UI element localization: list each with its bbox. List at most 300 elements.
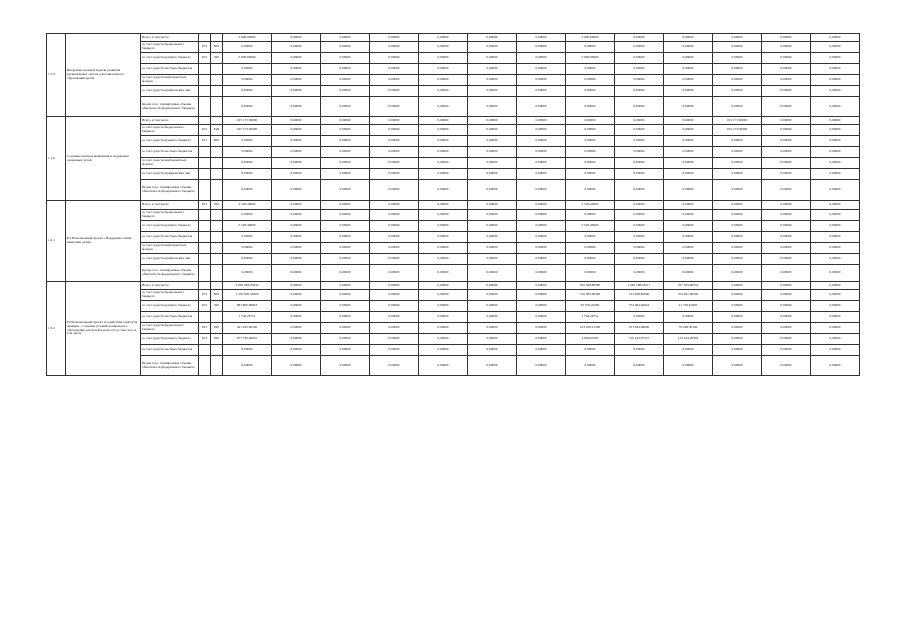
amount-cell: 0,00000 <box>223 75 272 86</box>
table-row <box>47 290 860 301</box>
amount-cell: 610 368,89385 <box>566 282 615 290</box>
amount-cell: 0,00000 <box>272 290 321 301</box>
amount-cell: 0,00000 <box>713 86 762 97</box>
amount-cell: 0,00000 <box>713 345 762 356</box>
amount-cell: 0,00000 <box>762 158 811 169</box>
table-row <box>47 301 860 312</box>
funding-source: Кроме того, планируемые объемы обязательств федерального бюджета <box>141 97 199 117</box>
amount-cell: 0,00000 <box>762 323 811 334</box>
amount-cell: 0,00000 <box>272 125 321 136</box>
amount-cell: 0,00000 <box>321 356 370 376</box>
amount-cell: 21 736,61905 <box>664 301 713 312</box>
grbs-code: 813 <box>199 323 211 334</box>
amount-cell: 0,00000 <box>419 180 468 201</box>
amount-cell: 0,00000 <box>811 125 860 136</box>
amount-cell: 0,00000 <box>713 75 762 86</box>
rz-code: В01 <box>211 42 223 53</box>
amount-cell: 0,00000 <box>272 97 321 117</box>
table-row <box>47 125 860 136</box>
amount-cell: 0,00000 <box>223 64 272 75</box>
amount-cell: 0,00000 <box>517 64 566 75</box>
amount-cell: 0,00000 <box>321 210 370 221</box>
amount-cell: 0,00000 <box>566 180 615 201</box>
amount-cell: 0,00000 <box>517 158 566 169</box>
amount-cell: 0,00000 <box>762 345 811 356</box>
section-number: 1.3.2 <box>47 282 66 376</box>
amount-cell: 0,00000 <box>468 345 517 356</box>
amount-cell: 0,00000 <box>370 265 419 282</box>
amount-cell: 0,00000 <box>566 210 615 221</box>
amount-cell: 2 092 983,25934 <box>223 282 272 290</box>
amount-cell: 0,00000 <box>517 301 566 312</box>
funding-source: за счет средств краевого бюджета <box>141 136 199 147</box>
amount-cell: 0,00000 <box>517 345 566 356</box>
amount-cell: 0,00000 <box>517 254 566 265</box>
amount-cell: 0,00000 <box>468 42 517 53</box>
amount-cell: 0,00000 <box>566 86 615 97</box>
amount-cell: 0,00000 <box>321 232 370 243</box>
amount-cell: 0,00000 <box>370 356 419 376</box>
amount-cell: 0,00000 <box>811 210 860 221</box>
funding-source: за счет средств внебюджетных фондов <box>141 158 199 169</box>
amount-cell: 0,00000 <box>370 232 419 243</box>
amount-cell: 0,00000 <box>321 323 370 334</box>
amount-cell: 0,00000 <box>370 210 419 221</box>
amount-cell: 0,00000 <box>811 136 860 147</box>
amount-cell: 0,00000 <box>762 334 811 345</box>
amount-cell: 0,00000 <box>811 97 860 117</box>
amount-cell: 0,00000 <box>811 232 860 243</box>
amount-cell: 0,00000 <box>811 345 860 356</box>
rz-code <box>211 117 223 125</box>
amount-cell: 0,00000 <box>272 136 321 147</box>
amount-cell: 0,00000 <box>811 312 860 323</box>
amount-cell: 0,00000 <box>321 334 370 345</box>
amount-cell: 0,00000 <box>468 158 517 169</box>
amount-cell: 0,00000 <box>419 265 468 282</box>
amount-cell: 0,00000 <box>664 64 713 75</box>
amount-cell: 0,00000 <box>419 169 468 180</box>
amount-cell: 0,00000 <box>713 290 762 301</box>
amount-cell: 0,00000 <box>517 334 566 345</box>
funding-source: за счет средств краевого бюджета <box>141 334 199 345</box>
table-row <box>47 75 860 86</box>
amount-cell: 0,00000 <box>272 221 321 232</box>
amount-cell: 163 209,21300 <box>566 323 615 334</box>
grbs-code: 813 <box>199 201 211 210</box>
amount-cell: 0,00000 <box>811 42 860 53</box>
amount-cell: 0,00000 <box>713 53 762 64</box>
amount-cell: 0,00000 <box>321 243 370 254</box>
amount-cell: 0,00000 <box>321 201 370 210</box>
funding-source: Кроме того, планируемые объемы обязательств федерального бюджета <box>141 356 199 376</box>
amount-cell: 123 424,29592 <box>664 334 713 345</box>
amount-cell: 0,00000 <box>615 345 664 356</box>
amount-cell: 0,00000 <box>762 125 811 136</box>
amount-cell: 0,00000 <box>223 169 272 180</box>
rz-code: Е20 <box>211 125 223 136</box>
amount-cell: 0,00000 <box>615 97 664 117</box>
amount-cell: 0,00000 <box>272 42 321 53</box>
amount-cell: 0,00000 <box>272 312 321 323</box>
amount-cell: 0,00000 <box>468 169 517 180</box>
grbs-code <box>199 34 211 42</box>
amount-cell: 0,00000 <box>566 147 615 158</box>
amount-cell: 0,00000 <box>272 201 321 210</box>
amount-cell: 0,00000 <box>370 301 419 312</box>
grbs-code <box>199 117 211 125</box>
amount-cell: 0,00000 <box>517 356 566 376</box>
amount-cell: 0,00000 <box>762 356 811 376</box>
amount-cell: 0,00000 <box>664 201 713 210</box>
amount-cell: 0,00000 <box>468 312 517 323</box>
amount-cell: 0,00000 <box>370 34 419 42</box>
amount-cell: 0,00000 <box>272 180 321 201</box>
amount-cell: 0,00000 <box>517 86 566 97</box>
amount-cell: 0,00000 <box>811 117 860 125</box>
amount-cell: 0,00000 <box>762 232 811 243</box>
amount-cell: 0,00000 <box>272 301 321 312</box>
amount-cell: 0,00000 <box>566 254 615 265</box>
amount-cell: 0,00000 <box>272 282 321 290</box>
amount-cell: 0,00000 <box>517 265 566 282</box>
amount-cell: 0,00000 <box>370 147 419 158</box>
amount-cell: 0,00000 <box>664 125 713 136</box>
amount-cell: 0,00000 <box>468 334 517 345</box>
rz-code <box>211 75 223 86</box>
rz-code: 020 <box>211 334 223 345</box>
amount-cell: 0,00000 <box>762 86 811 97</box>
amount-cell: 0,00000 <box>713 323 762 334</box>
amount-cell: 0,00000 <box>419 75 468 86</box>
amount-cell: 0,00000 <box>419 334 468 345</box>
amount-cell: 0,00000 <box>272 53 321 64</box>
amount-cell: 0,00000 <box>468 34 517 42</box>
amount-cell: 0,00000 <box>664 265 713 282</box>
amount-cell: 0,00000 <box>370 180 419 201</box>
amount-cell: 0,00000 <box>321 312 370 323</box>
amount-cell: 0,00000 <box>321 125 370 136</box>
amount-cell: 0,00000 <box>713 97 762 117</box>
amount-cell: 141 408,82000 <box>615 290 664 301</box>
amount-cell: 0,00000 <box>223 158 272 169</box>
table-row <box>47 323 860 334</box>
table-row <box>47 180 860 201</box>
amount-cell: 0,00000 <box>664 158 713 169</box>
amount-cell: 0,00000 <box>272 75 321 86</box>
amount-cell: 0,00000 <box>517 243 566 254</box>
amount-cell: 0,00000 <box>272 117 321 125</box>
amount-cell: 195 173,30000 <box>223 125 272 136</box>
grbs-code: 813 <box>199 136 211 147</box>
grbs-code <box>199 64 211 75</box>
amount-cell: 0,00000 <box>419 201 468 210</box>
amount-cell: 0,00000 <box>321 147 370 158</box>
amount-cell: 0,00000 <box>321 169 370 180</box>
amount-cell: 0,00000 <box>664 86 713 97</box>
amount-cell: 0,00000 <box>223 136 272 147</box>
amount-cell: 0,00000 <box>272 210 321 221</box>
amount-cell: 0,00000 <box>762 210 811 221</box>
rz-code: В01 <box>211 290 223 301</box>
rz-code <box>211 147 223 158</box>
amount-cell: 0,00000 <box>370 221 419 232</box>
amount-cell: 0,00000 <box>615 136 664 147</box>
amount-cell: 0,00000 <box>811 180 860 201</box>
amount-cell: 0,00000 <box>762 282 811 290</box>
grbs-code <box>199 97 211 117</box>
grbs-code: 813 <box>199 53 211 64</box>
amount-cell: 0,00000 <box>517 282 566 290</box>
table-row <box>47 334 860 345</box>
amount-cell: 1 746,26751 <box>566 312 615 323</box>
amount-cell: 0,00000 <box>517 323 566 334</box>
amount-cell: 0,00000 <box>468 86 517 97</box>
amount-cell: 0,00000 <box>713 356 762 376</box>
amount-cell: 0,00000 <box>272 232 321 243</box>
amount-cell: 0,00000 <box>321 64 370 75</box>
amount-cell: 0,00000 <box>566 243 615 254</box>
funding-source: за счет средств юридических лиц <box>141 254 199 265</box>
amount-cell: 0,00000 <box>762 136 811 147</box>
amount-cell: 0,00000 <box>664 232 713 243</box>
rz-code <box>211 345 223 356</box>
amount-cell: 0,00000 <box>811 221 860 232</box>
amount-cell: 574 094,04616 <box>615 301 664 312</box>
amount-cell: 0,00000 <box>615 34 664 42</box>
amount-cell: 0,00000 <box>566 125 615 136</box>
amount-cell: 0,00000 <box>321 75 370 86</box>
amount-cell: 0,00000 <box>223 210 272 221</box>
amount-cell: 0,00000 <box>762 301 811 312</box>
amount-cell: 0,00000 <box>713 210 762 221</box>
amount-cell: 0,00000 <box>272 254 321 265</box>
funding-source: за счет средств местных бюджетов <box>141 64 199 75</box>
section-title: Создание центров выявления и поддержки одаренных детей <box>66 117 141 201</box>
grbs-code <box>199 180 211 201</box>
table-row <box>47 53 860 64</box>
funding-source: Всего, в том числе <box>141 282 199 290</box>
amount-cell: 0,00000 <box>615 232 664 243</box>
amount-cell: 0,00000 <box>762 34 811 42</box>
amount-cell: 0,00000 <box>566 42 615 53</box>
amount-cell: 0,00000 <box>419 243 468 254</box>
amount-cell: 0,00000 <box>811 53 860 64</box>
grbs-code: 813 <box>199 42 211 53</box>
amount-cell: 0,00000 <box>713 232 762 243</box>
funding-source: за счет средств краевого бюджета <box>141 301 199 312</box>
table-row <box>47 34 860 42</box>
amount-cell: 0,00000 <box>419 345 468 356</box>
funding-source: Всего, в том числе <box>141 201 199 210</box>
amount-cell: 0,00000 <box>419 64 468 75</box>
amount-cell: 0,00000 <box>468 243 517 254</box>
amount-cell: 0,00000 <box>762 75 811 86</box>
amount-cell: 0,00000 <box>811 34 860 42</box>
amount-cell: 0,00000 <box>566 232 615 243</box>
amount-cell: 0,00000 <box>664 356 713 376</box>
rz-code <box>211 282 223 290</box>
rz-code <box>211 34 223 42</box>
funding-source: за счет средств местных бюджетов <box>141 345 199 356</box>
amount-cell: 0,00000 <box>272 265 321 282</box>
amount-cell: 0,00000 <box>370 345 419 356</box>
amount-cell: 0,00000 <box>272 243 321 254</box>
amount-cell: 0,00000 <box>419 301 468 312</box>
amount-cell: 0,00000 <box>468 136 517 147</box>
amount-cell: 0,00000 <box>664 312 713 323</box>
table-row <box>47 232 860 243</box>
amount-cell: 0,00000 <box>321 158 370 169</box>
amount-cell: 0,00000 <box>223 345 272 356</box>
amount-cell: 0,00000 <box>223 265 272 282</box>
amount-cell: 0,00000 <box>321 53 370 64</box>
amount-cell: 0,00000 <box>664 180 713 201</box>
table-row <box>47 243 860 254</box>
amount-cell: 0,00000 <box>762 290 811 301</box>
amount-cell: 0,00000 <box>517 201 566 210</box>
amount-cell: 0,00000 <box>272 147 321 158</box>
amount-cell: 0,00000 <box>223 232 272 243</box>
amount-cell: 0,00000 <box>762 265 811 282</box>
amount-cell: 0,00000 <box>664 345 713 356</box>
amount-cell: 354 261,90200 <box>664 290 713 301</box>
amount-cell: 0,00000 <box>713 312 762 323</box>
amount-cell: 0,00000 <box>615 117 664 125</box>
amount-cell: 0,00000 <box>811 282 860 290</box>
amount-cell: 251 834,08000 <box>615 323 664 334</box>
funding-source: за счет средств юридических лиц <box>141 169 199 180</box>
rz-code <box>211 221 223 232</box>
amount-cell: 0,00000 <box>615 180 664 201</box>
amount-cell: 0,00000 <box>321 301 370 312</box>
rz-code <box>211 86 223 97</box>
amount-cell: 0,00000 <box>321 290 370 301</box>
amount-cell: 0,00000 <box>223 356 272 376</box>
amount-cell: 0,00000 <box>419 312 468 323</box>
amount-cell: 0,00000 <box>370 254 419 265</box>
amount-cell: 0,00000 <box>468 282 517 290</box>
amount-cell: 0,00000 <box>468 254 517 265</box>
funding-source: за счет средств краевого бюджета <box>141 53 199 64</box>
table-row <box>47 169 860 180</box>
table-row <box>47 210 860 221</box>
amount-cell: 195 173,30000 <box>713 117 762 125</box>
amount-cell: 5 000,00000 <box>223 34 272 42</box>
amount-cell: 0,00000 <box>566 117 615 125</box>
amount-cell: 0,00000 <box>419 323 468 334</box>
amount-cell: 0,00000 <box>419 158 468 169</box>
amount-cell: 557 393,96532 <box>664 282 713 290</box>
amount-cell: 0,00000 <box>321 265 370 282</box>
amount-cell: 0,00000 <box>811 323 860 334</box>
grbs-code <box>199 243 211 254</box>
amount-cell: 0,00000 <box>615 210 664 221</box>
amount-cell: 0,00000 <box>370 42 419 53</box>
amount-cell: 0,00000 <box>664 42 713 53</box>
funding-source: за счет средств федерального бюджета <box>141 125 199 136</box>
rz-code: 020 <box>211 53 223 64</box>
amount-cell: 0,00000 <box>419 97 468 117</box>
grbs-code: 813 <box>199 290 211 301</box>
amount-cell: 0,00000 <box>321 42 370 53</box>
amount-cell: 0,00000 <box>517 34 566 42</box>
funding-source: за счет средств внебюджетных фондов <box>141 243 199 254</box>
amount-cell: 0,00000 <box>223 86 272 97</box>
amount-cell: 0,00000 <box>713 254 762 265</box>
amount-cell: 195 173,30000 <box>713 125 762 136</box>
amount-cell: 0,00000 <box>223 147 272 158</box>
grbs-code <box>199 356 211 376</box>
amount-cell: 0,00000 <box>419 147 468 158</box>
amount-cell: 0,00000 <box>370 86 419 97</box>
funding-source: за счет средств юридических лиц <box>141 86 199 97</box>
amount-cell: 0,00000 <box>811 243 860 254</box>
amount-cell: 677 730,46010 <box>223 334 272 345</box>
table-row <box>47 136 860 147</box>
amount-cell: 0,00000 <box>517 97 566 117</box>
amount-cell: 0,00000 <box>762 147 811 158</box>
amount-cell: 0,00000 <box>321 254 370 265</box>
funding-source: Всего, в том числе <box>141 34 199 42</box>
rz-code <box>211 243 223 254</box>
grbs-code: 813 <box>199 334 211 345</box>
amount-cell: 0,00000 <box>321 86 370 97</box>
amount-cell: 0,00000 <box>713 180 762 201</box>
funding-source: за счет средств федерального бюджета <box>141 210 199 221</box>
amount-cell: 0,00000 <box>664 221 713 232</box>
amount-cell: 0,00000 <box>517 169 566 180</box>
rz-code: 020 <box>211 323 223 334</box>
section-number: 1.1.6 <box>47 117 66 201</box>
amount-cell: 0,00000 <box>566 356 615 376</box>
grbs-code <box>199 75 211 86</box>
amount-cell: 0,00000 <box>419 232 468 243</box>
amount-cell: 0,00000 <box>713 169 762 180</box>
amount-cell: 0,00000 <box>517 180 566 201</box>
funding-source: Кроме того, планируемые объемы обязательств федерального бюджета <box>141 180 199 201</box>
amount-cell: 0,00000 <box>713 221 762 232</box>
amount-cell: 0,00000 <box>468 265 517 282</box>
amount-cell: 0,00000 <box>615 64 664 75</box>
amount-cell: 0,00000 <box>468 53 517 64</box>
amount-cell: 0,00000 <box>664 169 713 180</box>
amount-cell: 0,00000 <box>713 136 762 147</box>
amount-cell: 0,00000 <box>811 254 860 265</box>
amount-cell: 1 065 188,22017 <box>615 282 664 290</box>
amount-cell: 0,00000 <box>566 64 615 75</box>
funding-source: за счет средств внебюджетных фондов <box>141 75 199 86</box>
amount-cell: 421 263,60100 <box>223 323 272 334</box>
amount-cell: 0,00000 <box>615 243 664 254</box>
rz-code <box>211 180 223 201</box>
amount-cell: 683 806,96823 <box>223 301 272 312</box>
amount-cell: 0,00000 <box>615 254 664 265</box>
amount-cell: 0,00000 <box>370 136 419 147</box>
rz-code <box>211 169 223 180</box>
amount-cell: 0,00000 <box>762 254 811 265</box>
rz-code <box>211 97 223 117</box>
amount-cell: 0,00000 <box>419 125 468 136</box>
amount-cell: 0,00000 <box>664 53 713 64</box>
amount-cell: 0,00000 <box>811 301 860 312</box>
amount-cell: 5 000,00000 <box>566 34 615 42</box>
amount-cell: 0,00000 <box>370 125 419 136</box>
table-row <box>47 254 860 265</box>
amount-cell: 0,00000 <box>517 75 566 86</box>
amount-cell: 5 000,00000 <box>223 53 272 64</box>
amount-cell: 0,00000 <box>664 97 713 117</box>
